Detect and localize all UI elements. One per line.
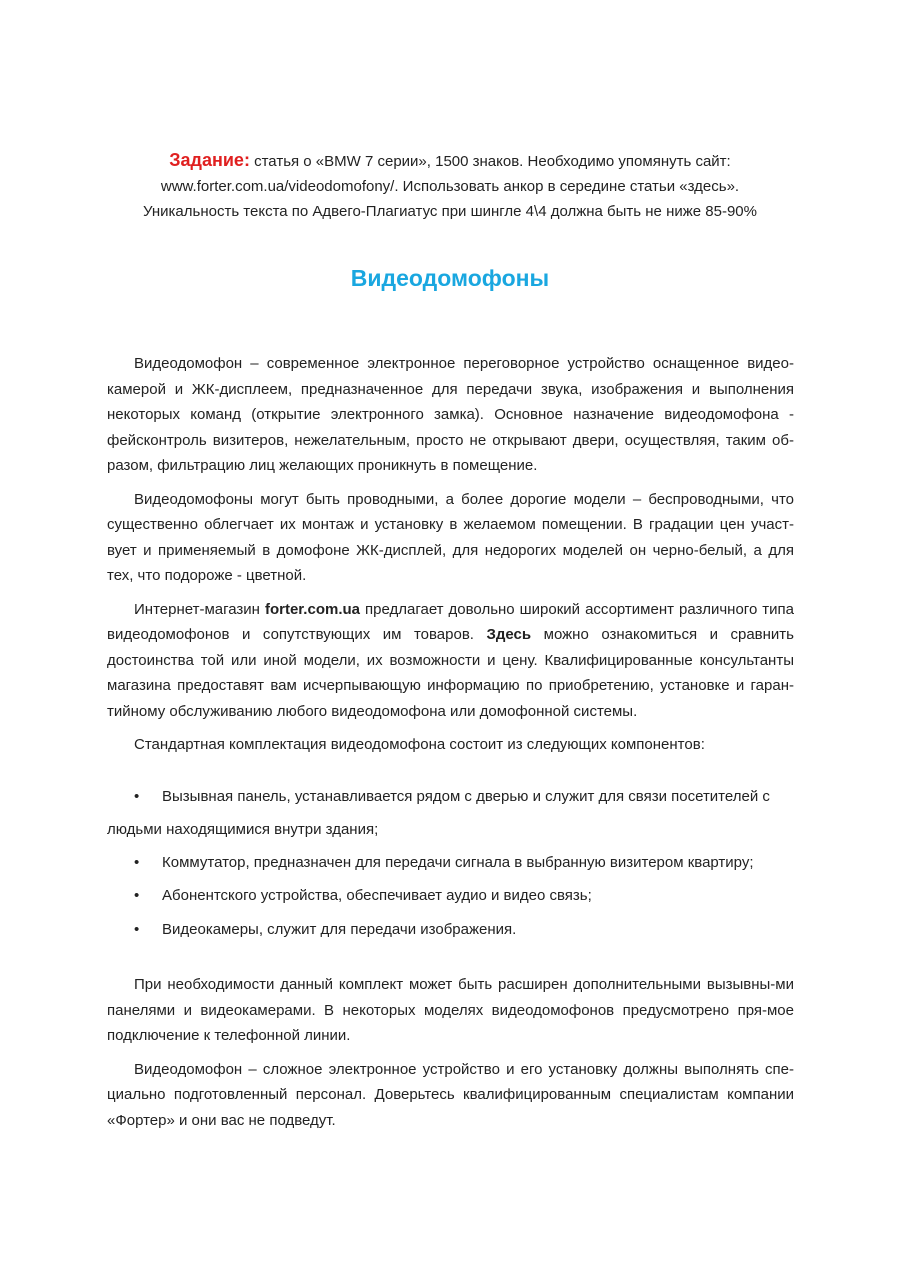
article-title: Видеодомофоны bbox=[350, 265, 550, 291]
task-label: Задание: bbox=[169, 150, 250, 170]
paragraph-expansion: При необходимости данный комплект может быть расширен дополнительными вызывны-ми панелями и видеокамерами. В некоторых моделях видеодомофонов предусмотрено пря-мое подключение к телефонной линии. bbox=[107, 976, 794, 1044]
list-item-text: Видеокамеры, служит для передачи изображения. bbox=[162, 920, 517, 938]
task-block bbox=[100, 148, 800, 224]
bullet-icon: • bbox=[134, 853, 140, 871]
bullet-icon: • bbox=[134, 920, 140, 938]
shop-text-c: можно ознакомиться и сравнить достоинства той или иной модели, их возможности и цену. Квалифицированные консультанты магазина предоставят вам исчерпывающую информацию по приобретению, установке и гаран-тийному обслуживанию любого видеодомофона или домофонной системы. bbox=[107, 626, 794, 720]
task-text-1: статья о «BMW 7 серии», 1500 знаков. Необходимо упомянуть сайт: bbox=[249, 153, 731, 170]
paragraph-types: Видеодомофоны могут быть проводными, а более дорогие модели – беспроводными, что существенно облегчает их монтаж и установку в желаемом помещении. В градации цен участ-вует и применяемый в домофоне ЖК-дисплей, для недорогих моделей он черно-белый, а для тех, что подороже - цветной. bbox=[107, 490, 794, 584]
list-item-text: Вызывная панель, устанавливается рядом с дверью и служит для связи посетителей с людьми находящимися внутри здания; bbox=[107, 787, 770, 838]
shop-text-a: Интернет-магазин bbox=[134, 600, 265, 618]
paragraph-shop bbox=[107, 597, 794, 725]
list-item bbox=[107, 917, 794, 943]
anchor-link-here[interactable]: Здесь bbox=[486, 626, 532, 643]
shop-text-b: предлагает довольно широкий ассортимент различного типа видеодомофонов и сопутствующих им товаров. bbox=[107, 600, 795, 643]
list-item-text: Абонентского устройства, обеспечивает аудио и видео связь; bbox=[162, 887, 592, 904]
list-item bbox=[107, 780, 794, 846]
paragraph-components-intro: Стандартная комплектация видеодомофона состоит из следующих компонентов: bbox=[134, 736, 705, 753]
list-item bbox=[107, 883, 794, 909]
bullet-icon: • bbox=[134, 787, 140, 805]
list-item-text: Коммутатор, предназначен для передачи сигнала в выбранную визитером квартиру; bbox=[162, 853, 754, 871]
shop-site-name: forter.com.ua bbox=[264, 600, 360, 618]
article-body bbox=[107, 351, 794, 1141]
task-line-1 bbox=[100, 148, 800, 174]
components-list bbox=[107, 780, 794, 943]
task-line-3: Уникальность текста по Адвего-Плагиатус при шингле 4\4 должна быть не ниже 85-90% bbox=[143, 203, 757, 220]
bullet-icon: • bbox=[134, 887, 140, 904]
paragraph-conclusion: Видеодомофон – сложное электронное устройство и его установку должны выполнять спе-циально подготовленный персонал. Доверьтесь квалифицированным специалистам компании «Фортер» и они вас не подведут. bbox=[107, 1060, 794, 1129]
paragraph-intro: Видеодомофон – современное электронное переговорное устройство оснащенное видео-камерой и ЖК-дисплеем, предназначенное для передачи звука, изображения и выполнения некоторых команд (открытие электронного замка). Основное назначение видеодомофона - фейсконтроль визитеров, нежелательным, просто не открывают двери, осуществляя, таким об-разом, фильтрацию лиц желающих проникнуть в помещение. bbox=[107, 355, 794, 474]
list-item bbox=[107, 850, 794, 876]
task-line-2: www.forter.com.ua/videodomofony/. Использовать анкор в середине статьи «здесь». bbox=[160, 178, 740, 195]
